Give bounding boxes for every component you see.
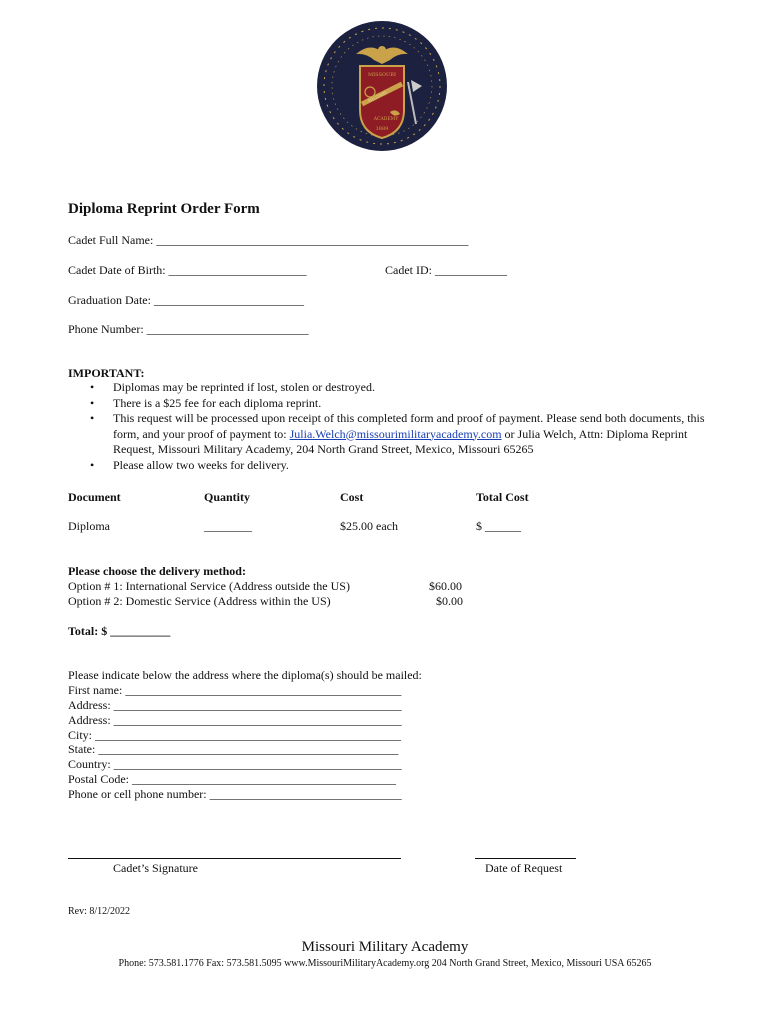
email-link[interactable]: Julia.Welch@missourimilitaryacademy.com [289,426,502,441]
delivery-option-2-price: $0.00 [436,594,463,608]
bullet-processing-text: This request will be processed upon receipt of this completed form and proof of payment. Please send both documents, this form, and your proof of payment to: [113,411,705,441]
seal-year: 1889 [375,126,389,132]
delivery-heading: Please choose the delivery method: [68,564,246,578]
date-of-request-line[interactable] [475,858,576,859]
form-title: Diploma Reprint Order Form [68,201,260,217]
footer-contact-info: Phone: 573.581.1776 Fax: 573.581.5095 www.MissouriMilitaryAcademy.org 204 North Grand Street, Mexico, Missouri USA 65265 [118,958,652,969]
state-field[interactable]: State: __________________________________________________ [68,742,399,756]
cadet-signature-line[interactable] [68,858,401,859]
table-header-document: Document [68,490,121,504]
academy-seal-logo [316,20,448,152]
bullet-delivery-time: • Please allow two weeks for delivery. [68,458,708,474]
delivery-option-1-price: $60.00 [429,579,462,593]
table-cell-cost: $25.00 each [340,519,398,533]
phone-number-field[interactable]: Phone Number: ___________________________ [68,322,309,336]
cell-phone-field[interactable]: Phone or cell phone number: ________________________________ [68,787,402,801]
bullet-processing [68,411,708,458]
bullet-fee: • There is a $25 fee for each diploma reprint. [68,396,708,412]
address-line-2-field[interactable]: Address: ________________________________________________ [68,713,402,727]
seal-text-mid: MILITARY [366,89,388,104]
delivery-option-2[interactable]: Option # 2: Domestic Service (Address within the US) [68,594,331,608]
important-list [68,380,708,473]
date-of-request-label: Date of Request [485,861,563,875]
first-name-field[interactable]: First name: ______________________________________________ [68,683,402,697]
address-line-1-field[interactable]: Address: ________________________________________________ [68,698,402,712]
cadet-name-field[interactable]: Cadet Full Name: ____________________________________________________ [68,233,469,247]
delivery-option-1[interactable]: Option # 1: International Service (Address outside the US) [68,579,350,593]
cadet-dob-field[interactable]: Cadet Date of Birth: _______________________ [68,263,307,277]
graduation-date-field[interactable]: Graduation Date: _________________________ [68,293,304,307]
table-header-quantity: Quantity [204,490,251,504]
table-header-total-cost: Total Cost [476,490,529,504]
country-field[interactable]: Country: ________________________________________________ [68,757,402,771]
cadet-id-field[interactable]: Cadet ID: ____________ [385,263,507,277]
important-heading: IMPORTANT: [68,366,145,380]
postal-code-field[interactable]: Postal Code: ____________________________________________ [68,772,397,786]
table-cell-document: Diploma [68,519,110,533]
revision-date: Rev: 8/12/2022 [68,906,130,917]
cadet-signature-label: Cadet’s Signature [113,861,198,875]
bullet-lost-stolen: • Diplomas may be reprinted if lost, stolen or destroyed. [68,380,708,396]
seal-text-top: MISSOURI [368,72,396,78]
address-intro: Please indicate below the address where the diploma(s) should be mailed: [68,668,422,682]
table-header-cost: Cost [340,490,364,504]
total-field[interactable]: Total: $ __________ [68,624,171,638]
city-field[interactable]: City: ___________________________________________________ [68,728,402,742]
total-cost-field[interactable]: $ ______ [476,519,521,533]
bullet-processing-address: or Julia Welch, Attn: Diploma Reprint Request, Missouri Military Academy, 204 North Grand Street, Mexico, Missouri 65265 [113,426,688,456]
seal-text-low: ACADEMY [373,117,399,122]
quantity-field[interactable]: ________ [204,519,252,533]
footer-academy-name: Missouri Military Academy [301,939,469,955]
